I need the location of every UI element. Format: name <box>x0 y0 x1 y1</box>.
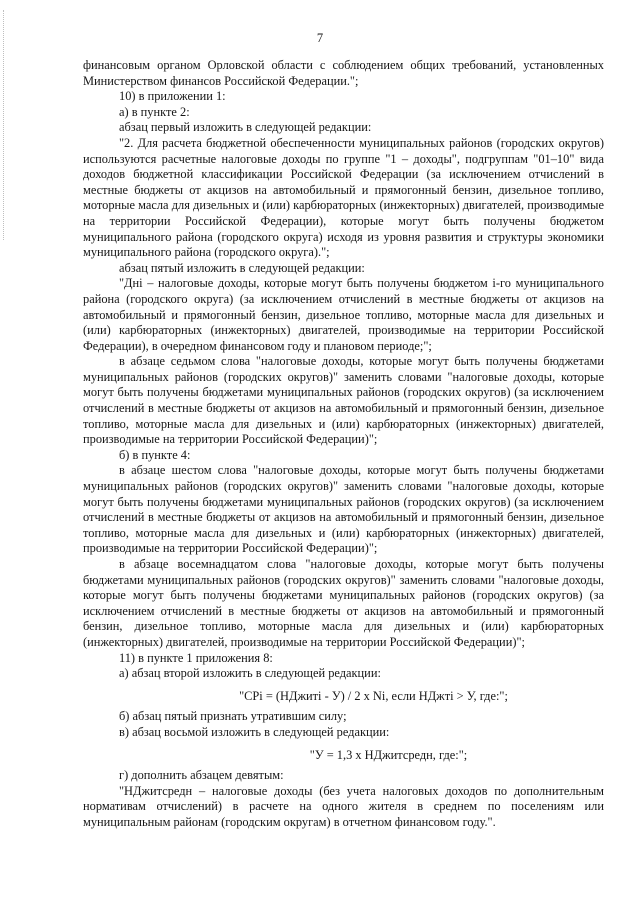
item-10-heading: 10) в приложении 1: <box>119 89 226 104</box>
formula-cr: "СРi = (НДжитi - У) / 2 х Ni, если НДжтi > У, где:"; <box>239 688 508 703</box>
amendment-paragraph: в абзаце шестом слова "налоговые доходы, которые могут быть получены бюджетами муниципальных районов (городских округов)" заменить словами "налоговые доходы, которые могут быть получены бюджетами муниципальных районов (городских округов) (за исключением отчислений в местные бюджеты от акцизов на автомобильный и прямогонный бензин, дизельное топливо, моторные масла для дизельных и (или) карбюраторных (инжекторных) двигателей, производимые на территории Российской Федерации)"; <box>83 463 604 556</box>
subitem-a-heading: а) в пункте 2: <box>119 104 190 119</box>
amendment-paragraph: в абзаце седьмом слова "налоговые доходы, которые могут быть получены бюджетами муниципальных районов (городских округов)" заменить словами "налоговые доходы, которые могут быть получены бюджетами муниципальных районов (городских округов) (за исключением отчислений в местные бюджеты от акцизов на автомобильный и прямогонный бензин, дизельное топливо, моторные масла для дизельных и (или) карбюраторных (инжекторных) двигателей, производимые на территории Российской Федерации)"; <box>83 354 604 447</box>
instruction-paragraph: абзац пятый изложить в следующей редакции: <box>119 260 365 275</box>
subitem-b-heading: б) в пункте 4: <box>119 447 191 462</box>
quoted-paragraph: "2. Для расчета бюджетной обеспеченности муниципальных районов (городских округов) используются расчетные налоговые доходы по группе "1 – доходы", подгруппам "01–10" вида доходов бюджетной классификации Российской Федерации (за исключением отчислений в местные бюджеты от акцизов на автомобильный и прямогонный бензин, дизельное топливо, моторные масла для дизельных и (или) карбюраторных (инжекторных) двигателей, производимые на территории Российской Федерации), которые могут быть получены бюджетом муниципального района (городского округа) исходя из уровня развития и структуры экономики муниципального района (городского округа)."; <box>83 135 604 260</box>
quoted-paragraph: "НДжитсредн – налоговые доходы (без учета налоговых доходов по дополнительным нормативам отчислений) в расчете на одного жителя в среднем по поселениям или муниципальным районам (городским округам) в отчетном финансовом году.". <box>83 783 604 829</box>
formula-u: "У = 1,3 х НДжитсредн, где:"; <box>309 747 468 762</box>
amendment-paragraph: в абзаце восемнадцатом слова "налоговые доходы, которые могут быть получены бюджетами муниципальных районов (городских округов)" заменить словами "налоговые доходы, которые могут быть получены бюджетами муниципальных районов (городских округов) (за исключением отчислений в местные бюджеты от акцизов на автомобильный и прямогонный бензин, дизельное топливо, моторные масла для дизельных и (или) карбюраторных (инжекторных) двигателей, производимые на территории Российской Федерации)"; <box>83 557 604 649</box>
document-body <box>83 58 604 831</box>
instruction-paragraph: абзац первый изложить в следующей редакции: <box>119 120 372 135</box>
instruction-paragraph: б) абзац пятый признать утратившим силу; <box>119 709 347 724</box>
quoted-paragraph: "Днi – налоговые доходы, которые могут быть получены бюджетом i-го муниципального района (городского округа) (за исключением отчислений в местные бюджеты от акцизов на автомобильный и прямогонный бензин, дизельное топливо, моторные масла для дизельных и (или) карбюраторных (инжекторных) двигателей, производимые на территории Российской Федерации), в очередном финансовом году и плановом периоде;"; <box>83 276 604 353</box>
instruction-paragraph: г) дополнить абзацем девятым: <box>119 768 284 783</box>
paragraph-continuation: финансовым органом Орловской области с соблюдением общих требований, установленных Министерством финансов Российской Федерации."; <box>83 58 604 88</box>
item-11-heading: 11) в пункте 1 приложения 8: <box>119 650 273 665</box>
instruction-paragraph: а) абзац второй изложить в следующей редакции: <box>119 666 381 681</box>
page-number: 7 <box>316 31 324 45</box>
instruction-paragraph: в) абзац восьмой изложить в следующей редакции: <box>119 724 390 739</box>
